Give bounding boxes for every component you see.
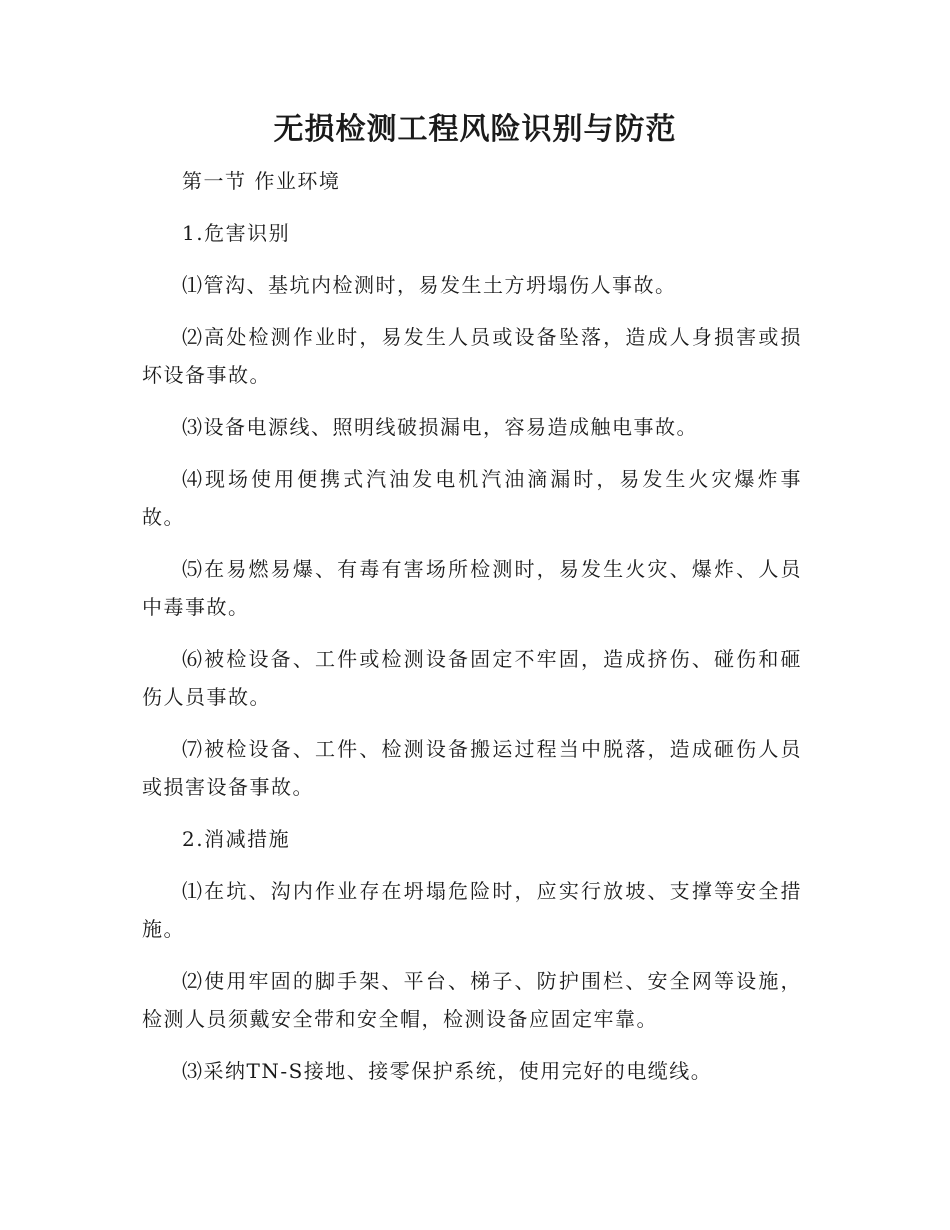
paragraph: ⑶设备电源线、照明线破损漏电，容易造成触电事故。: [182, 415, 698, 439]
document-title: 无损检测工程风险识别与防范: [273, 112, 677, 147]
paragraph: ⑴在坑、沟内作业存在坍塌危险时，应实行放坡、支撑等安全措施。: [142, 879, 802, 941]
paragraph: ⑷现场使用便携式汽油发电机汽油滴漏时，易发生火灾爆炸事故。: [142, 467, 802, 529]
paragraph: ⑹被检设备、工件或检测设备固定不牢固，造成挤伤、碰伤和砸伤人员事故。: [142, 647, 802, 709]
document-body: [142, 162, 802, 1104]
paragraph: ⑴管沟、基坑内检测时，易发生土方坍塌伤人事故。: [182, 273, 677, 297]
subsection-heading: 2.消减措施: [182, 827, 291, 851]
paragraph: ⑺被检设备、工件、检测设备搬运过程当中脱落，造成砸伤人员或损害设备事故。: [142, 737, 802, 799]
paragraph: ⑶采纳TN-S接地、接零保护系统，使用完好的电缆线。: [182, 1059, 713, 1083]
paragraph: ⑸在易燃易爆、有毒有害场所检测时，易发生火灾、爆炸、人员中毒事故。: [142, 557, 802, 619]
subsection-heading: 1.危害识别: [182, 221, 291, 245]
section-heading: 第一节 作业环境: [182, 169, 341, 193]
paragraph: ⑵使用牢固的脚手架、平台、梯子、防护围栏、安全网等设施，检测人员须戴安全带和安全帽，检测设备应固定牢靠。: [142, 969, 802, 1031]
paragraph: ⑵高处检测作业时，易发生人员或设备坠落，造成人身损害或损坏设备事故。: [142, 325, 802, 387]
